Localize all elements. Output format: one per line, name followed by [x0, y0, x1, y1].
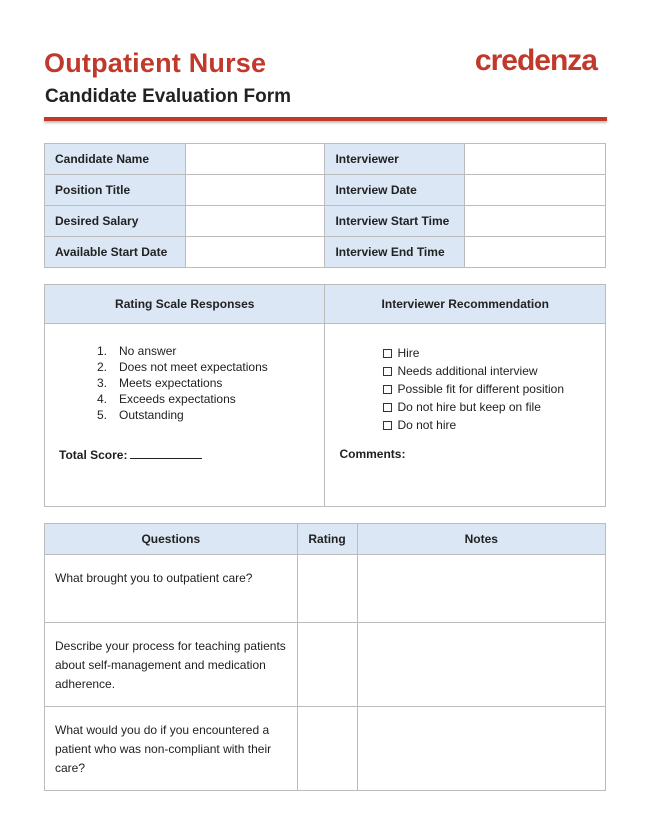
- recommendation-option-hire[interactable]: Hire: [383, 344, 564, 362]
- rating-scale-list: [97, 343, 268, 423]
- total-score-field[interactable]: [130, 449, 202, 459]
- info-label-interview-date: Interview Date: [325, 175, 465, 206]
- question-text: What would you do if you encountered a patient who was non-compliant with their care?: [45, 707, 298, 791]
- list-item: 5. Outstanding: [97, 408, 184, 422]
- list-item: 3. Meets expectations: [97, 376, 223, 390]
- info-label-interviewer: Interviewer: [325, 144, 465, 175]
- total-score-label: Total Score:: [59, 448, 128, 462]
- rating-field[interactable]: [297, 707, 357, 791]
- checkbox-icon[interactable]: [383, 421, 392, 430]
- notes-header: Notes: [357, 524, 605, 555]
- recommendation-option-keep-on-file[interactable]: Do not hire but keep on file: [383, 398, 564, 416]
- table-row: [45, 707, 606, 791]
- candidate-info-table: [44, 143, 606, 268]
- notes-field[interactable]: [357, 623, 605, 707]
- info-label-interview-start-time: Interview Start Time: [325, 206, 465, 237]
- candidate-name-field[interactable]: [185, 144, 325, 175]
- list-item: 2. Does not meet expectations: [97, 360, 268, 374]
- rating-scale-header: Rating Scale Responses: [45, 285, 325, 324]
- question-text: What brought you to outpatient care?: [45, 555, 298, 623]
- recommendation-option-do-not-hire[interactable]: Do not hire: [383, 416, 564, 434]
- recommendation-option-needs-additional-interview[interactable]: Needs additional interview: [383, 362, 564, 380]
- checkbox-icon[interactable]: [383, 403, 392, 412]
- credenza-logo: credenza: [474, 44, 597, 77]
- info-row: [45, 144, 606, 175]
- form-header: [44, 44, 607, 124]
- rating-scale-cell: [45, 324, 325, 507]
- rating-header: Rating: [297, 524, 357, 555]
- available-start-date-field[interactable]: [185, 237, 325, 268]
- info-row: [45, 206, 606, 237]
- info-row: [45, 175, 606, 206]
- notes-field[interactable]: [357, 707, 605, 791]
- question-text: Describe your process for teaching patients about self-management and medication adherence.: [45, 623, 298, 707]
- info-label-interview-end-time: Interview End Time: [325, 237, 465, 268]
- list-item: 1. No answer: [97, 344, 177, 358]
- form-subtitle: Candidate Evaluation Form: [45, 86, 291, 107]
- rating-field[interactable]: [297, 623, 357, 707]
- form-title: Outpatient Nurse: [44, 48, 267, 78]
- info-row: [45, 237, 606, 268]
- notes-field[interactable]: [357, 555, 605, 623]
- checkbox-icon[interactable]: [383, 367, 392, 376]
- comments-label: Comments:: [339, 447, 406, 461]
- questions-header: Questions: [45, 524, 298, 555]
- info-label-desired-salary: Desired Salary: [45, 206, 186, 237]
- info-label-candidate-name: Candidate Name: [45, 144, 186, 175]
- recommendation-list: [383, 344, 564, 434]
- desired-salary-field[interactable]: [185, 206, 325, 237]
- total-score: [59, 448, 202, 462]
- interview-end-time-field[interactable]: [465, 237, 606, 268]
- info-label-position-title: Position Title: [45, 175, 186, 206]
- interviewer-field[interactable]: [465, 144, 606, 175]
- header-divider: [44, 117, 607, 121]
- questions-table: [44, 523, 606, 791]
- rating-recommendation-table: [44, 284, 606, 507]
- interview-start-time-field[interactable]: [465, 206, 606, 237]
- checkbox-icon[interactable]: [383, 385, 392, 394]
- list-item: 4. Exceeds expectations: [97, 392, 236, 406]
- recommendation-option-possible-fit[interactable]: Possible fit for different position: [383, 380, 564, 398]
- recommendation-cell: [325, 324, 606, 507]
- recommendation-header: Interviewer Recommendation: [325, 285, 606, 324]
- rating-field[interactable]: [297, 555, 357, 623]
- checkbox-icon[interactable]: [383, 349, 392, 358]
- interview-date-field[interactable]: [465, 175, 606, 206]
- position-title-field[interactable]: [185, 175, 325, 206]
- info-label-available-start-date: Available Start Date: [45, 237, 186, 268]
- table-row: [45, 555, 606, 623]
- table-row: [45, 623, 606, 707]
